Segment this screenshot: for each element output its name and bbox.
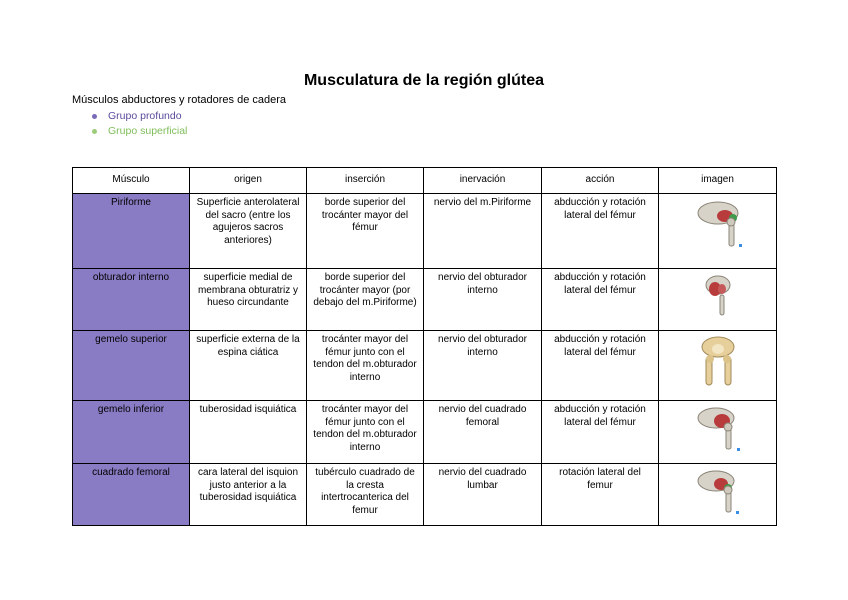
page-title: Musculatura de la región glútea — [303, 72, 545, 89]
pelvis-illustration-icon — [696, 333, 740, 391]
cell-inervacion: nervio del cuadrado lumbar — [424, 464, 542, 526]
bullet-icon — [92, 114, 97, 119]
pelvis-illustration-icon — [690, 403, 746, 455]
list-item-label: Grupo profundo — [108, 110, 182, 122]
cell-insercion: tubérculo cuadrado de la cresta intertrocanterica del femur — [307, 464, 424, 526]
cell-inervacion: nervio del m.Piriforme — [424, 194, 542, 269]
cell-imagen — [659, 194, 777, 269]
column-header-musculo: Músculo — [73, 168, 190, 194]
cell-accion: abducción y rotación lateral del fémur — [542, 194, 659, 269]
cell-accion: abducción y rotación lateral del fémur — [542, 331, 659, 401]
cell-inervacion: nervio del obturador interno — [424, 269, 542, 331]
table-row — [73, 401, 777, 464]
cell-origen: superficie externa de la espina ciática — [190, 331, 307, 401]
cell-musculo: Piriforme — [73, 194, 190, 269]
table-row — [73, 269, 777, 331]
cell-imagen — [659, 331, 777, 401]
muscle-table — [72, 167, 777, 526]
pelvis-illustration-icon — [690, 466, 746, 518]
list-item-label: Grupo superficial — [108, 125, 188, 137]
table-row — [73, 194, 777, 269]
pelvis-illustration-icon — [688, 196, 748, 252]
cell-origen: tuberosidad isquiática — [190, 401, 307, 464]
column-header-imagen: imagen — [659, 168, 777, 194]
cell-imagen — [659, 269, 777, 331]
cell-insercion: trocánter mayor del fémur junto con el tendon del m.obturador interno — [307, 331, 424, 401]
cell-origen: Superficie anterolateral del sacro (entre los agujeros sacros anteriores) — [190, 194, 307, 269]
bullet-icon — [92, 129, 97, 134]
cell-inervacion: nervio del obturador interno — [424, 331, 542, 401]
subtitle: Músculos abductores y rotadores de cadera — [72, 94, 287, 106]
column-header-inervacion: inervación — [424, 168, 542, 194]
cell-musculo: cuadrado femoral — [73, 464, 190, 526]
cell-insercion: borde superior del trocánter mayor (por debajo del m.Piriforme) — [307, 269, 424, 331]
list-item-superficial-group — [92, 124, 187, 139]
cell-origen: superficie medial de membrana obturatriz y hueso circundante — [190, 269, 307, 331]
cell-musculo: obturador interno — [73, 269, 190, 331]
cell-imagen — [659, 401, 777, 464]
cell-imagen — [659, 464, 777, 526]
group-list — [92, 109, 187, 139]
table-row — [73, 331, 777, 401]
cell-insercion: borde superior del trocánter mayor del fémur — [307, 194, 424, 269]
table-header-row — [73, 168, 777, 194]
list-item-deep-group — [92, 109, 187, 124]
pelvis-illustration-icon — [700, 271, 736, 319]
cell-accion: abducción y rotación lateral del fémur — [542, 269, 659, 331]
cell-origen: cara lateral del isquion justo anterior a la tuberosidad isquiática — [190, 464, 307, 526]
cell-musculo: gemelo inferior — [73, 401, 190, 464]
cell-musculo: gemelo superior — [73, 331, 190, 401]
cell-inervacion: nervio del cuadrado femoral — [424, 401, 542, 464]
cell-insercion: trocánter mayor del fémur junto con el tendon del m.obturador interno — [307, 401, 424, 464]
cell-accion: rotación lateral del femur — [542, 464, 659, 526]
column-header-accion: acción — [542, 168, 659, 194]
column-header-origen: origen — [190, 168, 307, 194]
cell-accion: abducción y rotación lateral del fémur — [542, 401, 659, 464]
column-header-insercion: inserción — [307, 168, 424, 194]
table-row — [73, 464, 777, 526]
